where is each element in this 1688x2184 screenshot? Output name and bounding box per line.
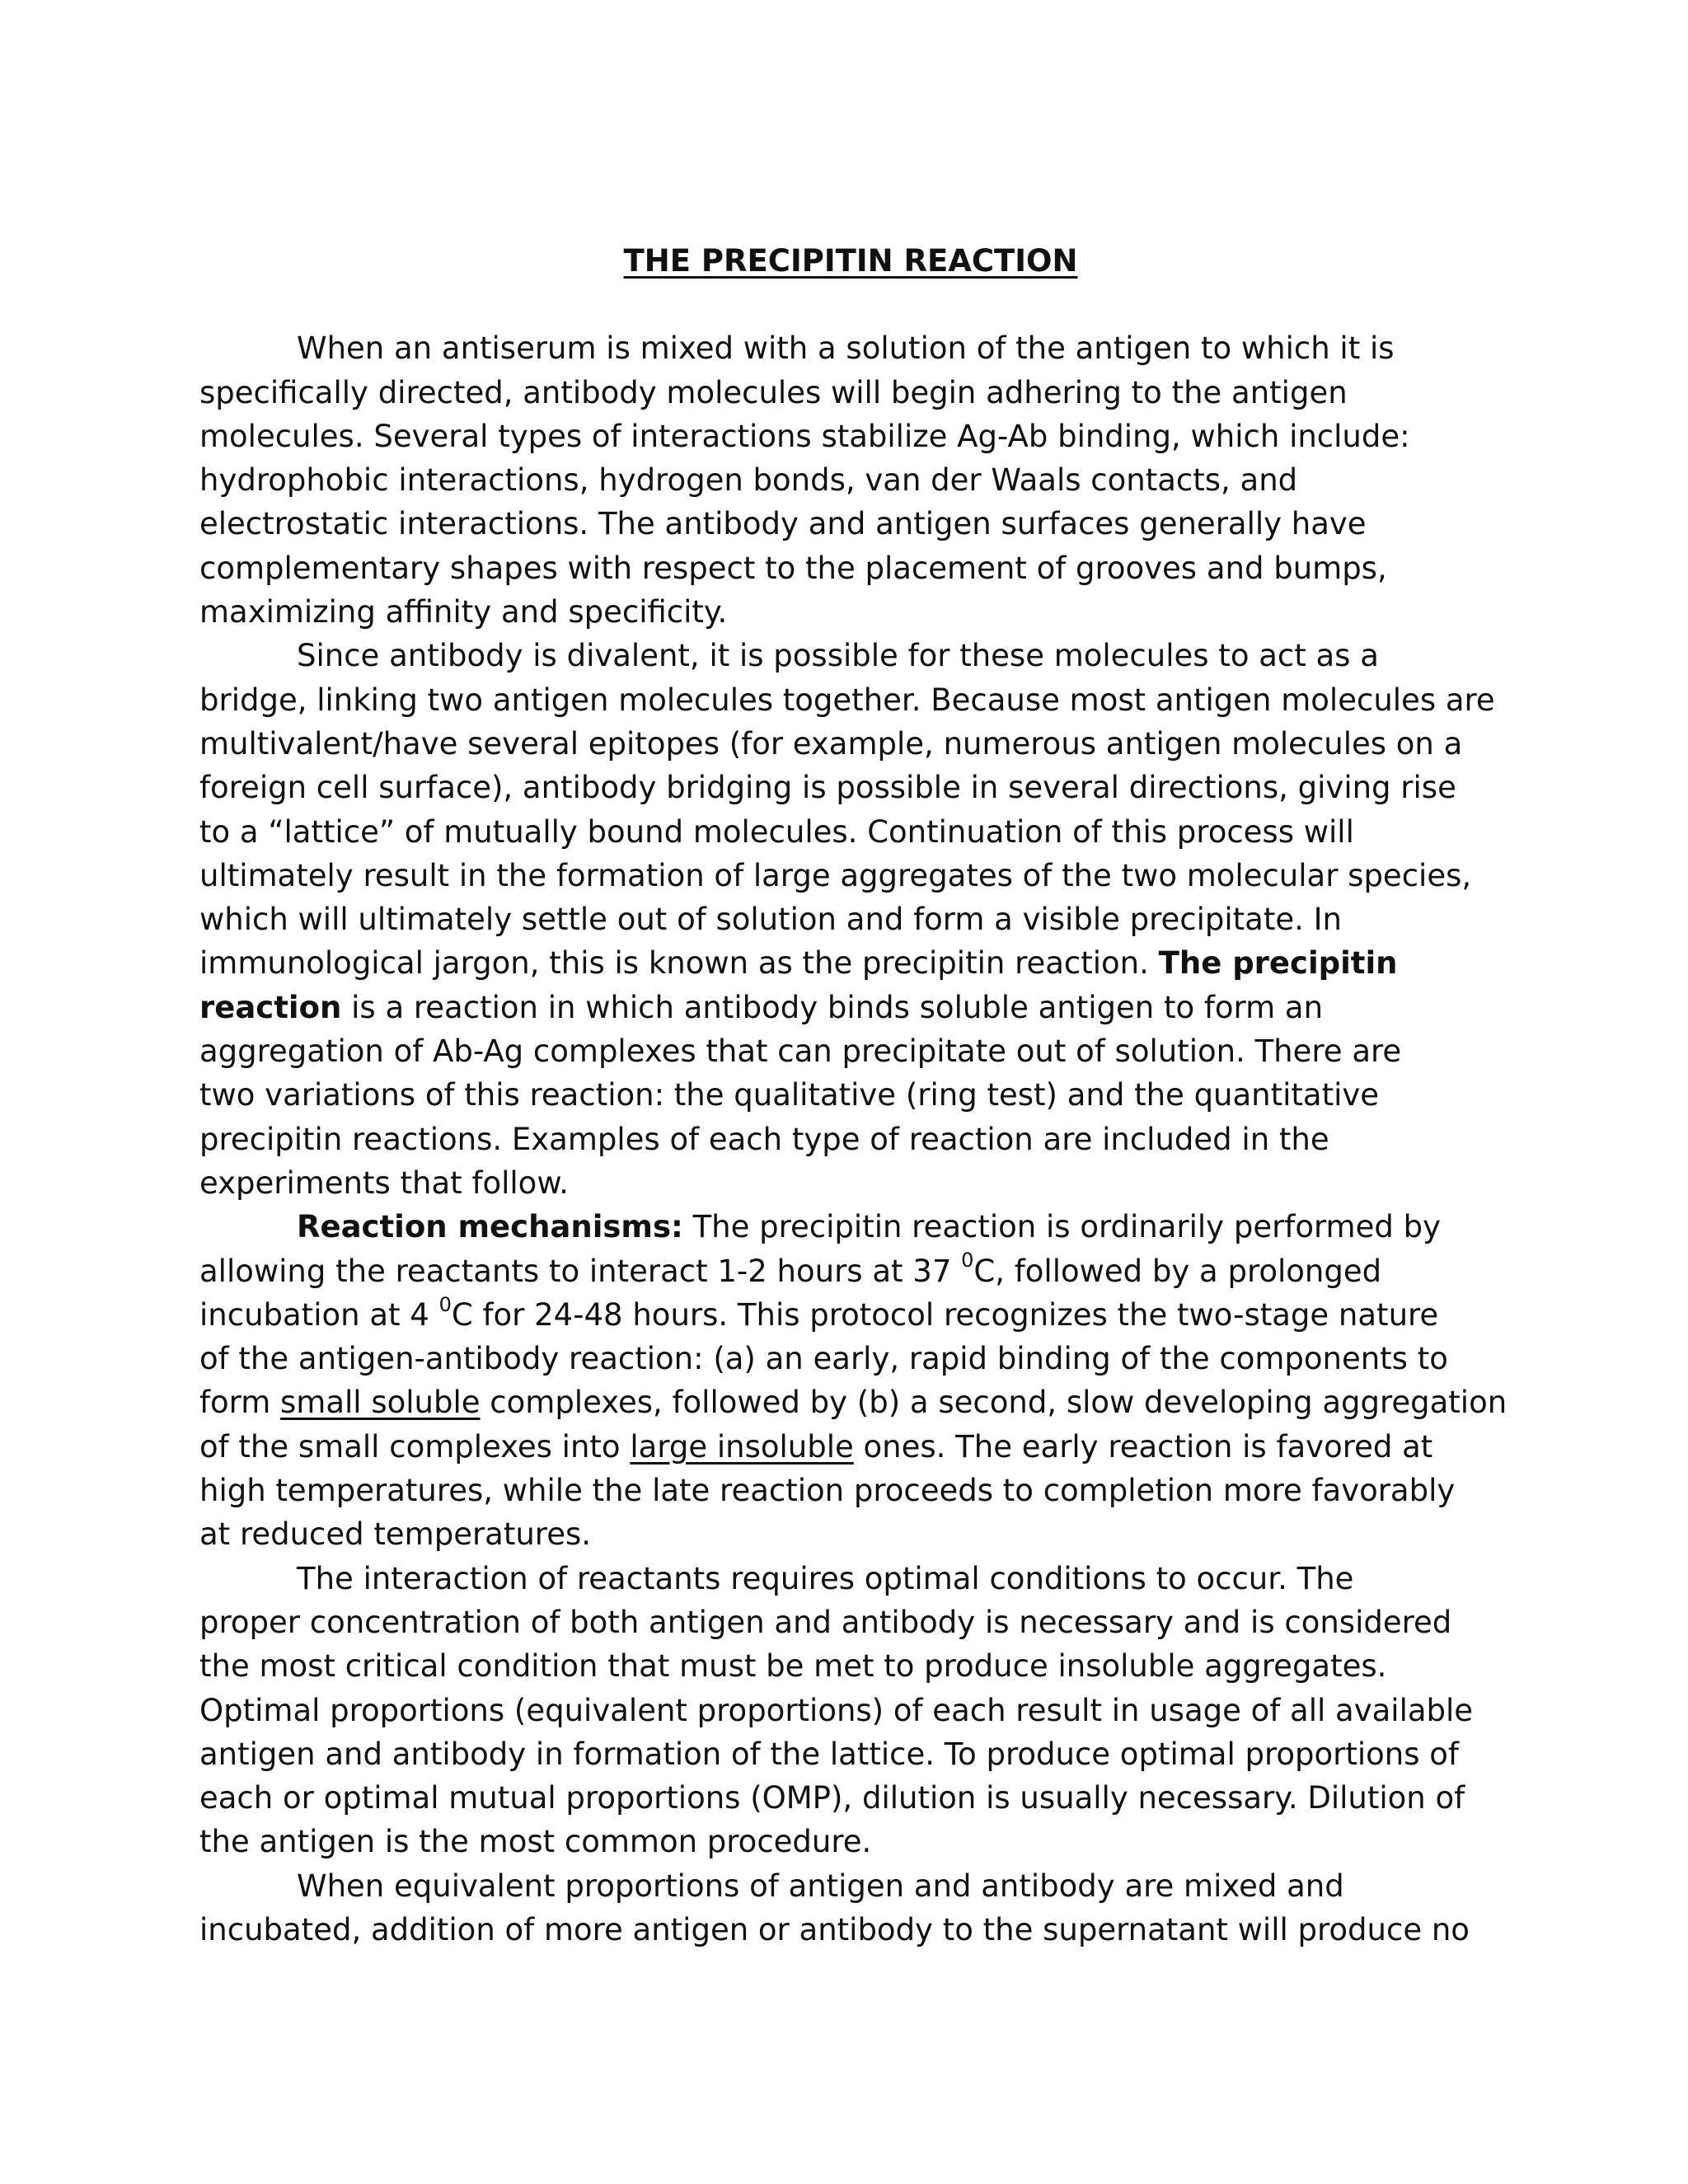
text-line: the antigen is the most common procedure. xyxy=(199,1824,872,1860)
text-run: C, followed by a prolonged xyxy=(973,1253,1382,1289)
text-line: hydrophobic interactions, hydrogen bonds, van der Waals contacts, and xyxy=(199,462,1298,499)
document-page xyxy=(199,239,1507,1952)
text-line: the most critical condition that must be met to produce insoluble aggregates. xyxy=(199,1648,1387,1685)
text-line: which will ultimately settle out of solution and form a visible precipitate. In xyxy=(199,902,1343,938)
text-line xyxy=(199,1249,1502,1293)
degree-superscript: 0 xyxy=(438,1292,452,1316)
text-line: precipitin reactions. Examples of each type of reaction are included in the xyxy=(199,1121,1329,1157)
text-line xyxy=(199,1205,1502,1249)
text-line: of the antigen-antibody reaction: (a) an early, rapid binding of the components to xyxy=(199,1341,1448,1377)
page-title: THE PRECIPITIN REACTION xyxy=(623,243,1078,279)
paragraph-equivalent-proportions xyxy=(199,1864,1502,1952)
text-line: When an antiserum is mixed with a solution of the antigen to which it is xyxy=(297,330,1395,367)
text-run: incubation at 4 xyxy=(199,1296,439,1333)
text-line xyxy=(199,941,1502,985)
text-line: aggregation of Ab-Ag complexes that can precipitate out of solution. There are xyxy=(199,1033,1402,1070)
text-line: maximizing affinity and specificity. xyxy=(199,594,728,630)
paragraph-reaction-mechanisms xyxy=(199,1205,1507,1556)
text-line: complementary shapes with respect to the placement of grooves and bumps, xyxy=(199,550,1387,586)
text-run: form xyxy=(199,1385,281,1421)
text-line: to a “lattice” of mutually bound molecules. Continuation of this process will xyxy=(199,813,1354,850)
text-line: incubated, addition of more antigen or antibody to the supernatant will produce no xyxy=(199,1911,1470,1947)
text-line: ultimately result in the formation of large aggregates of the two molecular species, xyxy=(199,857,1472,893)
paragraph-lattice-formation xyxy=(199,634,1502,1205)
text-run: The precipitin reaction is ordinarily performed by xyxy=(682,1209,1441,1245)
text-line: molecules. Several types of interactions stabilize Ag-Ab binding, which include: xyxy=(199,418,1410,454)
text-line: experiments that follow. xyxy=(199,1165,569,1201)
degree-superscript: 0 xyxy=(961,1249,974,1272)
text-line xyxy=(199,1293,1502,1337)
text-line: each or optimal mutual proportions (OMP), dilution is usually necessary. Dilution of xyxy=(199,1780,1465,1816)
text-line: high temperatures, while the late reaction proceeds to completion more favorably xyxy=(199,1473,1456,1509)
text-line xyxy=(199,986,1502,1029)
text-line: at reduced temperatures. xyxy=(199,1516,592,1553)
underlined-term: large insoluble xyxy=(630,1428,854,1465)
text-line: Optimal proportions (equivalent proportions) of each result in usage of all available xyxy=(199,1692,1474,1728)
text-line: The interaction of reactants requires optimal conditions to occur. The xyxy=(297,1560,1354,1596)
text-run: ones. The early reaction is favored at xyxy=(853,1428,1433,1465)
text-line: Since antibody is divalent, it is possible for these molecules to act as a xyxy=(297,638,1379,674)
text-run: allowing the reactants to interact 1-2 hours at 37 xyxy=(199,1253,962,1289)
text-run: is a reaction in which antibody binds soluble antigen to form an xyxy=(341,989,1324,1025)
bold-term: reaction xyxy=(199,989,342,1025)
text-run: of the small complexes into xyxy=(199,1428,631,1465)
text-run: complexes, followed by (b) a second, slow developing aggregation xyxy=(480,1385,1507,1421)
text-line: electrostatic interactions. The antibody and antigen surfaces generally have xyxy=(199,506,1367,542)
text-run: immunological jargon, this is known as the precipitin reaction. xyxy=(199,945,1159,982)
text-line: foreign cell surface), antibody bridging is possible in several directions, giving rise xyxy=(199,770,1456,806)
text-line xyxy=(199,1380,1507,1424)
bold-term: The precipitin xyxy=(1158,945,1398,982)
text-line: proper concentration of both antigen and antibody is necessary and is considered xyxy=(199,1604,1452,1640)
paragraph-optimal-proportions xyxy=(199,1557,1502,1864)
section-heading: Reaction mechanisms: xyxy=(297,1209,683,1245)
text-line: multivalent/have several epitopes (for example, numerous antigen molecules on a xyxy=(199,725,1463,762)
text-run: C for 24-48 hours. This protocol recognizes the two-stage nature xyxy=(451,1296,1439,1333)
text-line: two variations of this reaction: the qualitative (ring test) and the quantitative xyxy=(199,1077,1380,1113)
text-line: When equivalent proportions of antigen and antibody are mixed and xyxy=(297,1868,1344,1904)
text-line xyxy=(199,1425,1502,1469)
underlined-term: small soluble xyxy=(280,1385,481,1421)
paragraph-ag-ab-binding xyxy=(199,326,1502,634)
text-line: specifically directed, antibody molecules will begin adhering to the antigen xyxy=(199,374,1348,410)
text-line: bridge, linking two antigen molecules together. Because most antigen molecules are xyxy=(199,682,1495,718)
text-line: antigen and antibody in formation of the lattice. To produce optimal proportions of xyxy=(199,1736,1459,1772)
